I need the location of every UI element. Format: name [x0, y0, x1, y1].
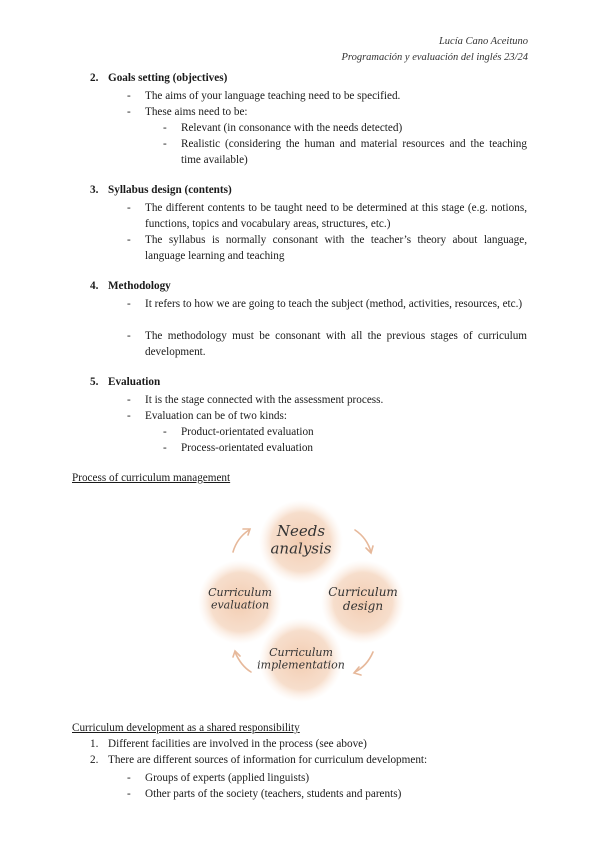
- section-5-item-1: - It is the stage connected with the assessment process.: [127, 394, 384, 406]
- section-2-subitem-2: - Realistic (considering the human and material resources and the teaching time available): [163, 138, 527, 166]
- shared-subitem-2: - Other parts of the society (teachers, students and parents): [127, 788, 402, 800]
- process-heading: Process of curriculum management: [72, 472, 231, 484]
- section-4-heading: Methodology: [108, 280, 171, 292]
- curriculum-implementation-label: Curriculum implementation: [257, 646, 345, 672]
- section-3-heading: Syllabus design (contents): [108, 184, 232, 196]
- shared-subitem-1: - Groups of experts (applied linguists): [127, 772, 310, 784]
- section-2-heading: Goals setting (objectives): [108, 72, 228, 84]
- section-4-item-1: - It refers to how we are going to teach the subject (method, activities, resources, etc.): [127, 298, 523, 310]
- shared-heading: Curriculum development as a shared responsibility: [72, 722, 300, 734]
- section-5-subitem-2: - Process-orientated evaluation: [163, 442, 314, 454]
- arrow-bottom-left: [235, 652, 251, 672]
- needs-analysis-label: Needs analysis: [270, 522, 332, 558]
- section-2-number: 2.: [90, 72, 99, 84]
- section-3-title: [90, 184, 232, 196]
- header-author: Lucía Cano Aceituno: [438, 36, 528, 47]
- cycle-svg: [195, 500, 410, 705]
- section-2-subitem-1: - Relevant (in consonance with the needs detected): [163, 122, 403, 134]
- section-3-number: 3.: [90, 184, 99, 196]
- section-5-item-2: - Evaluation can be of two kinds:: [127, 410, 287, 422]
- section-5-title: [90, 376, 160, 388]
- section-5-number: 5.: [90, 376, 99, 388]
- section-4-number: 4.: [90, 280, 99, 292]
- shared-item-2: 2. There are different sources of information for curriculum development:: [90, 754, 428, 766]
- section-5-subitem-1: - Product-orientated evaluation: [163, 426, 314, 438]
- header-course: Programación y evaluación del inglés 23/24: [341, 52, 528, 63]
- section-4-title: [90, 280, 171, 292]
- section-3-item-2: - The syllabus is normally consonant with the teacher’s theory about language, language learning and teaching: [127, 234, 527, 262]
- section-2-title: [90, 72, 227, 84]
- section-4-item-2: - The methodology must be consonant with all the previous stages of curriculum development.: [127, 330, 527, 358]
- shared-item-1: 1. Different facilities are involved in the process (see above): [90, 738, 367, 750]
- section-2-item-2: - These aims need to be:: [127, 106, 248, 118]
- section-5-heading: Evaluation: [108, 376, 161, 388]
- arrow-top-right: [355, 530, 371, 552]
- curriculum-design-label: Curriculum design: [328, 585, 398, 613]
- curriculum-evaluation-label: Curriculum evaluation: [208, 586, 272, 612]
- section-2-item-1: - The aims of your language teaching need to be specified.: [127, 90, 401, 102]
- section-3-item-1: - The different contents to be taught need to be determined at this stage (e.g. notions, functions, topics and vocabulary areas, structures, etc.): [127, 202, 527, 230]
- arrow-top-left: [233, 530, 249, 552]
- curriculum-cycle-diagram: [195, 500, 410, 705]
